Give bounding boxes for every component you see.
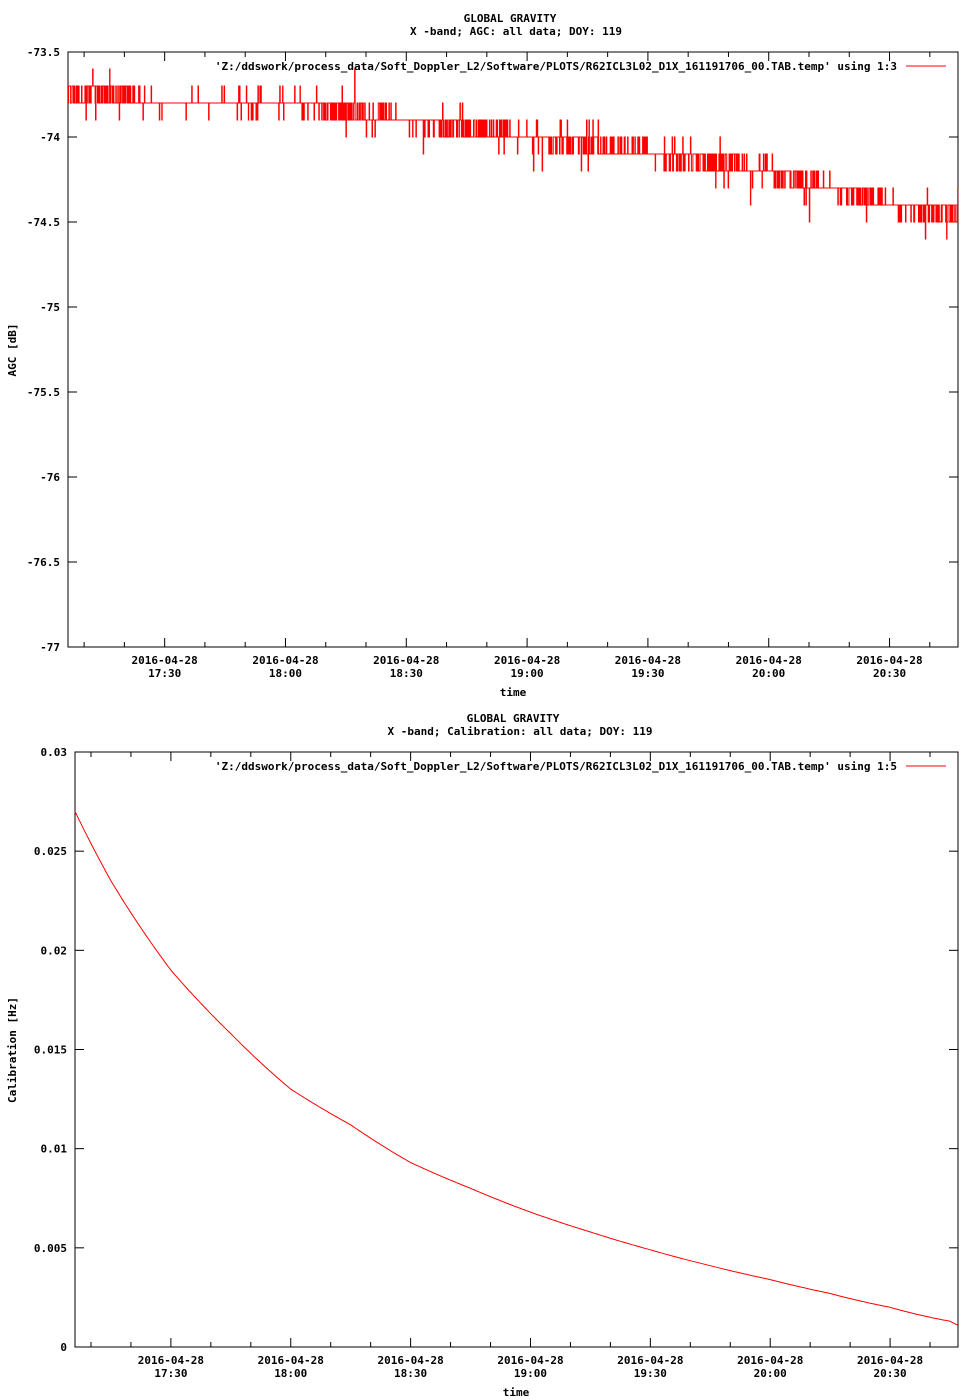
x-tick-label-date: 2016-04-28 xyxy=(614,654,682,667)
y-tick-label: 0.015 xyxy=(33,1043,67,1057)
x-tick-label-date: 2016-04-28 xyxy=(137,1354,205,1367)
x-axis-label: time xyxy=(499,686,527,699)
y-tick-label: 0.025 xyxy=(33,845,67,859)
y-tick-label: -76.5 xyxy=(26,556,60,569)
x-tick-label-time: 19:00 xyxy=(513,1367,548,1380)
series-line xyxy=(68,69,958,239)
series-line xyxy=(75,812,958,1326)
y-tick-label: -77 xyxy=(40,641,60,654)
y-tick-label: -73.5 xyxy=(26,46,60,59)
x-tick-label-date: 2016-04-28 xyxy=(737,1354,804,1367)
x-tick-label-date: 2016-04-28 xyxy=(856,654,923,667)
y-tick-label: -74.5 xyxy=(26,216,60,229)
y-tick-label: -76 xyxy=(40,471,60,484)
x-axis xyxy=(91,752,930,1380)
x-tick-label-time: 18:30 xyxy=(394,1367,428,1380)
chart-title: GLOBAL GRAVITY xyxy=(463,12,557,25)
y-tick-label: 0.01 xyxy=(40,1142,67,1156)
y-tick-label: -75 xyxy=(40,301,60,314)
plot-frame xyxy=(75,752,958,1347)
chart-subtitle: X -band; AGC: all data; DOY: 119 xyxy=(410,25,622,38)
x-tick-label-time: 20:00 xyxy=(753,1367,787,1380)
x-tick-label-time: 17:30 xyxy=(154,1367,188,1380)
y-axis-label: AGC [dB] xyxy=(6,323,19,377)
series-calibration xyxy=(75,812,958,1326)
y-tick-label: 0.005 xyxy=(33,1241,67,1255)
x-tick-label-date: 2016-04-28 xyxy=(735,654,802,667)
x-tick-label-time: 18:30 xyxy=(389,667,423,680)
y-tick-label: 0.03 xyxy=(40,746,67,759)
x-tick-label-date: 2016-04-28 xyxy=(497,1354,564,1367)
chart-subtitle: X -band; Calibration: all data; DOY: 119 xyxy=(387,725,653,738)
x-axis xyxy=(84,52,930,680)
x-tick-label-time: 20:30 xyxy=(872,667,907,680)
series-agc xyxy=(68,69,958,239)
chart-title: GLOBAL GRAVITY xyxy=(466,712,560,725)
plot-frame xyxy=(68,52,958,647)
legend-label: 'Z:/ddswork/process_data/Soft_Doppler_L2/Software/PLOTS/R62ICL3L02_D1X_161191706_00.TAB.temp' using 1:5 xyxy=(214,760,897,773)
x-tick-label-date: 2016-04-28 xyxy=(617,1354,684,1367)
y-tick-label: -75.5 xyxy=(26,386,60,399)
x-tick-label-time: 19:30 xyxy=(631,667,665,680)
x-tick-label-time: 20:00 xyxy=(752,667,786,680)
x-tick-label-date: 2016-04-28 xyxy=(856,1354,924,1367)
x-tick-label-time: 17:30 xyxy=(148,667,182,680)
agc-chart xyxy=(6,12,958,699)
x-tick-label-date: 2016-04-28 xyxy=(493,654,561,667)
x-tick-label-time: 18:00 xyxy=(274,1367,308,1380)
x-tick-label-time: 18:00 xyxy=(268,667,303,680)
x-tick-label-date: 2016-04-28 xyxy=(377,1354,444,1367)
legend-label: 'Z:/ddswork/process_data/Soft_Doppler_L2/Software/PLOTS/R62ICL3L02_D1X_161191706_00.TAB.temp' using 1:3 xyxy=(214,60,897,73)
y-tick-label: 0 xyxy=(60,1341,67,1354)
calibration-chart xyxy=(6,712,958,1399)
x-axis-label: time xyxy=(502,1386,530,1399)
x-tick-label-time: 19:00 xyxy=(510,667,544,680)
x-tick-label-time: 19:30 xyxy=(633,1367,667,1380)
x-tick-label-date: 2016-04-28 xyxy=(131,654,198,667)
x-tick-label-date: 2016-04-28 xyxy=(257,1354,324,1367)
y-tick-label: 0.02 xyxy=(40,944,67,958)
y-axis-label: Calibration [Hz] xyxy=(6,997,19,1103)
y-axis xyxy=(34,746,958,1354)
y-tick-label: -74 xyxy=(40,131,60,144)
x-tick-label-date: 2016-04-28 xyxy=(252,654,319,667)
x-tick-label-time: 20:30 xyxy=(873,1367,907,1380)
x-tick-label-date: 2016-04-28 xyxy=(373,654,440,667)
